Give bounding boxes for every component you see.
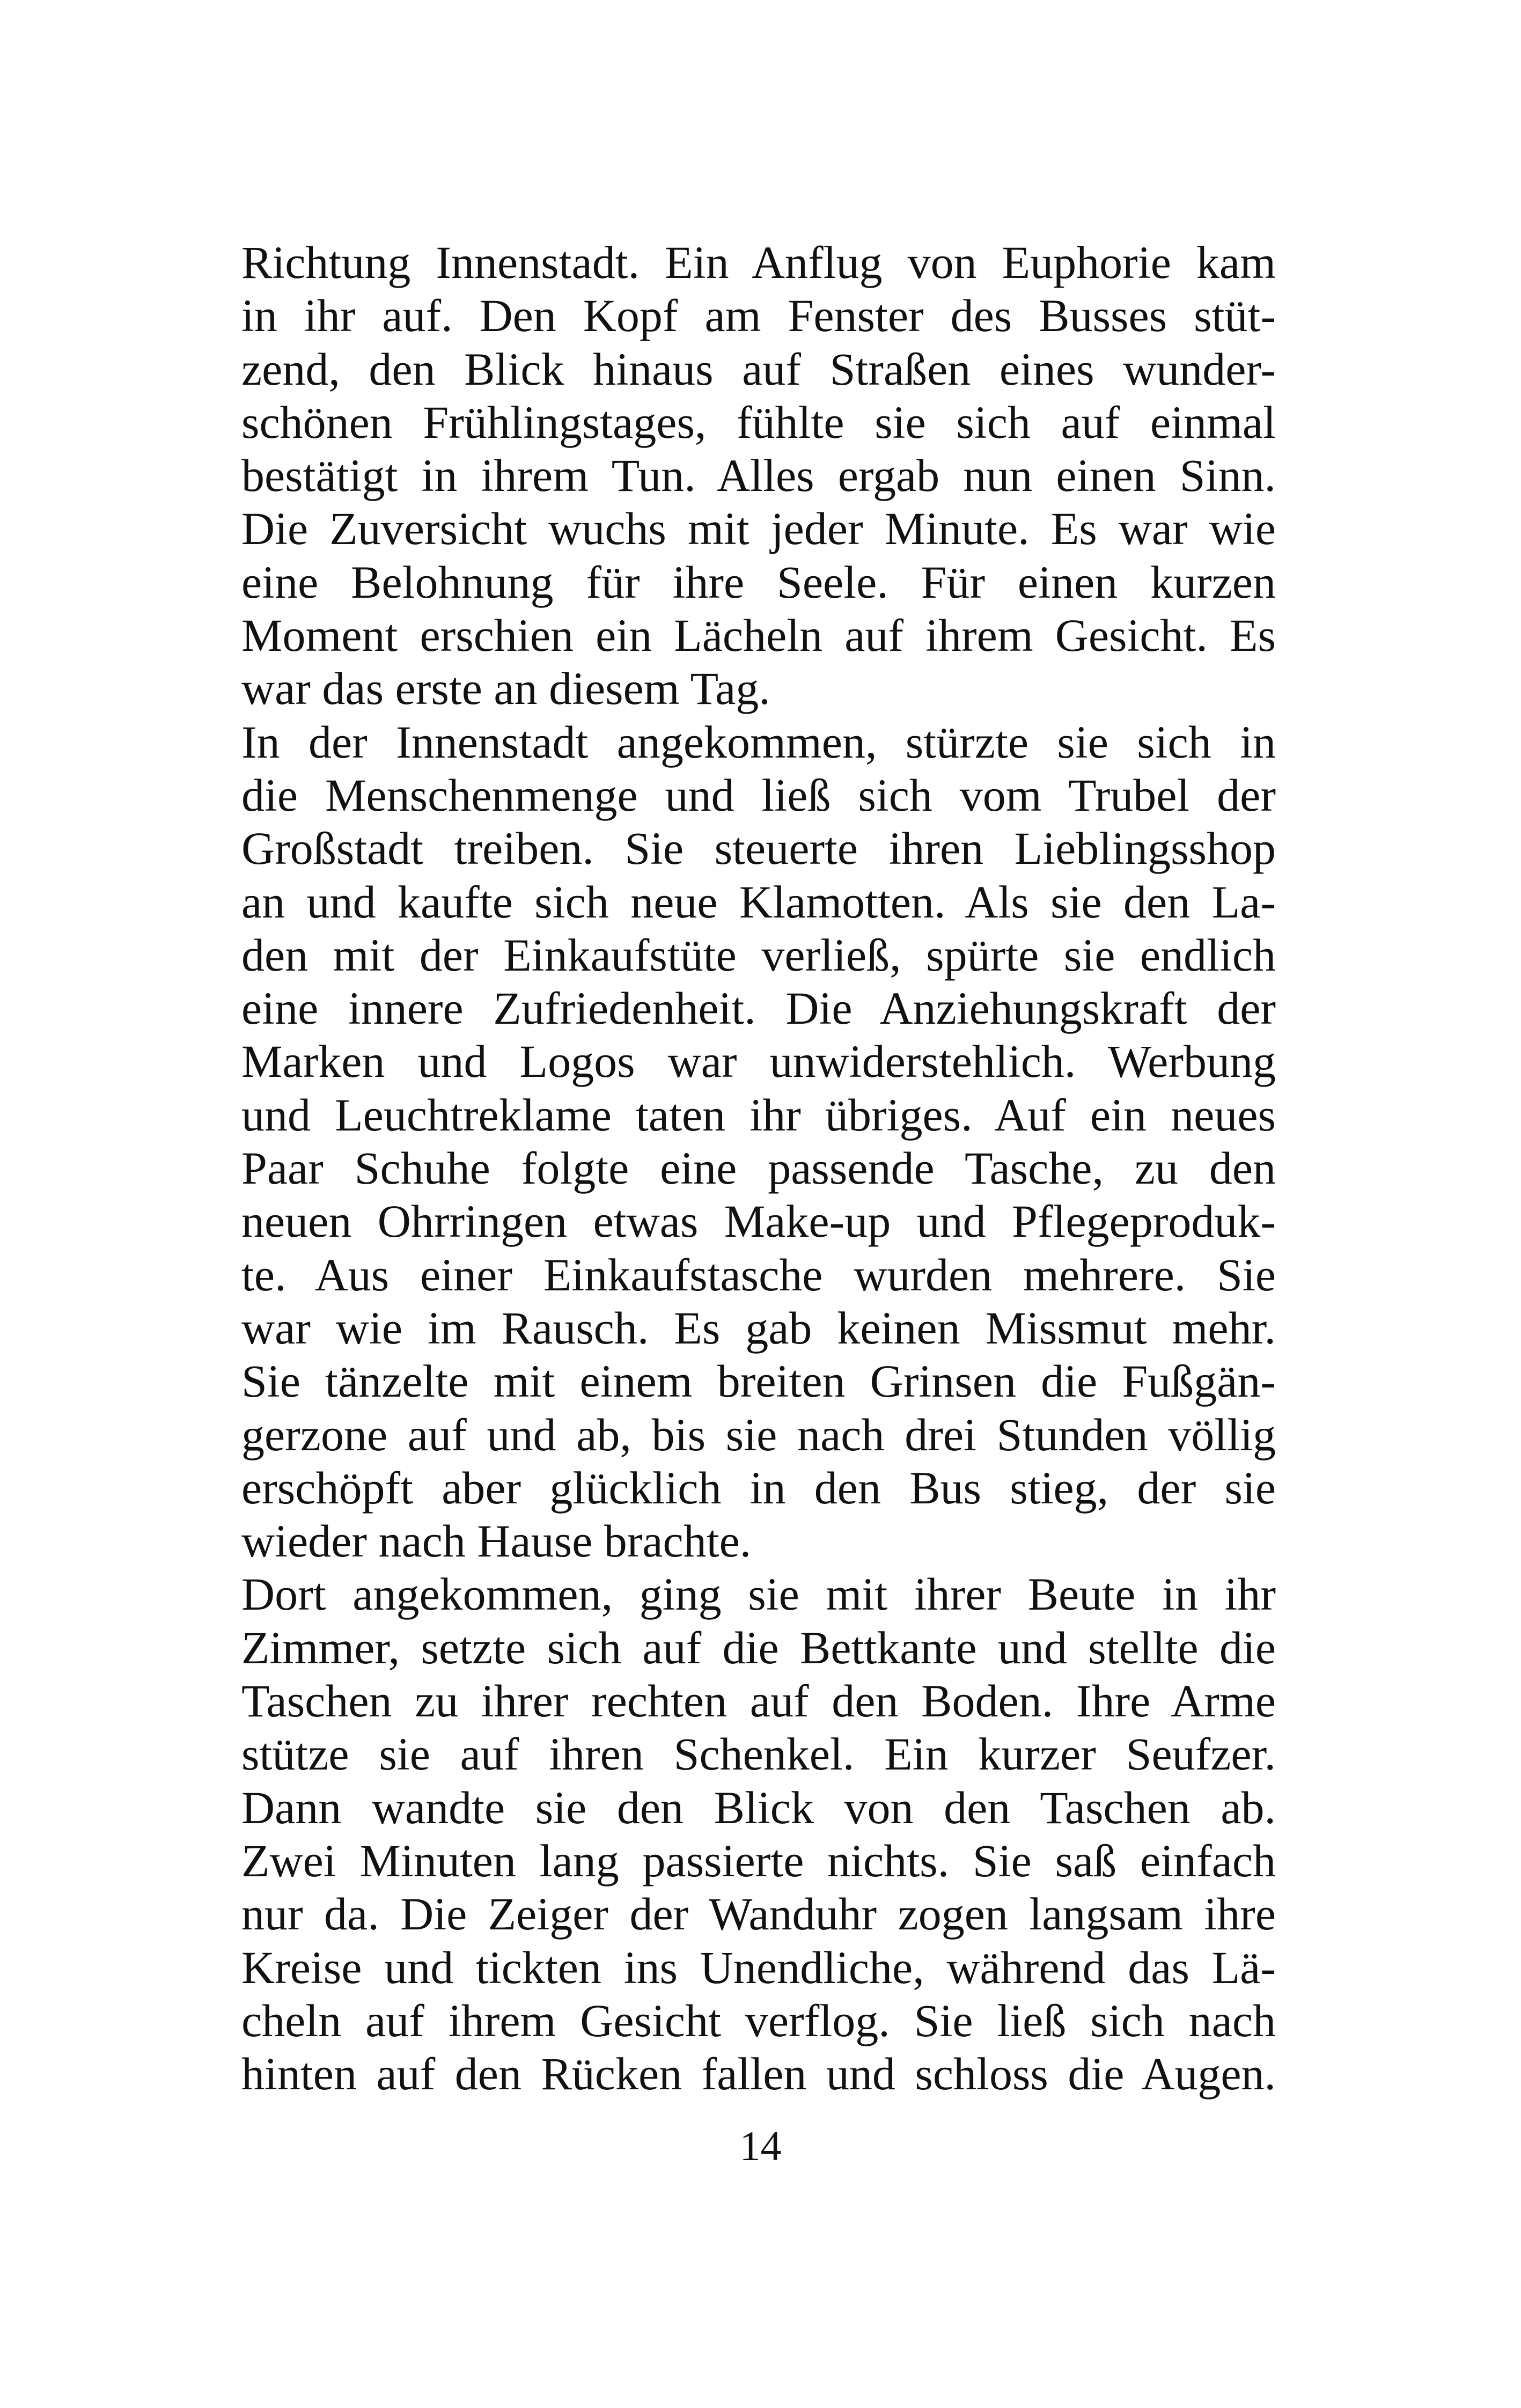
text-line: wieder nach Hause brachte. — [241, 1515, 752, 1567]
text-line: hinten auf den Rücken fallen und schloss die Augen. — [241, 2048, 1276, 2100]
text-line: Zimmer, setzte sich auf die Bettkante und stellte die — [241, 1621, 1276, 1673]
text-line: cheln auf ihrem Gesicht verflog. Sie ließ sich nach — [241, 1994, 1276, 2046]
text-line: schönen Frühlingstages, fühlte sie sich auf einmal — [241, 396, 1276, 448]
text-line: war wie im Rausch. Es gab keinen Missmut mehr. — [241, 1302, 1276, 1354]
text-line: In der Innenstadt angekommen, stürzte sie sich in — [241, 716, 1276, 768]
text-line: Großstadt treiben. Sie steuerte ihren Lieblingsshop — [241, 823, 1276, 875]
body-text — [241, 236, 1276, 2101]
text-line: Zwei Minuten lang passierte nichts. Sie saß einfach — [241, 1834, 1276, 1886]
text-line: die Menschenmenge und ließ sich vom Trubel der — [241, 769, 1276, 821]
text-line: Marken und Logos war unwiderstehlich. Werbung — [241, 1036, 1276, 1088]
text-line: den mit der Einkaufstüte verließ, spürte sie endlich — [241, 929, 1276, 981]
text-line: erschöpft aber glücklich in den Bus stieg, der sie — [241, 1462, 1276, 1514]
text-line: Die Zuversicht wuchs mit jeder Minute. Es war wie — [241, 503, 1276, 555]
text-line: Dann wandte sie den Blick von den Taschen ab. — [241, 1781, 1276, 1833]
page-number: 14 — [739, 2123, 782, 2169]
text-line: neuen Ohrringen etwas Make-up und Pflegeproduk- — [241, 1195, 1276, 1247]
text-line: in ihr auf. Den Kopf am Fenster des Busses stüt- — [241, 290, 1276, 342]
text-line: Moment erschien ein Lächeln auf ihrem Gesicht. Es — [241, 610, 1276, 662]
text-line: Dort angekommen, ging sie mit ihrer Beute in ihr — [241, 1568, 1276, 1620]
text-line: eine innere Zufriedenheit. Die Anziehungskraft der — [241, 982, 1276, 1034]
text-line: eine Belohnung für ihre Seele. Für einen kurzen — [241, 556, 1276, 608]
text-line: war das erste an diesem Tag. — [241, 663, 770, 715]
text-line: Paar Schuhe folgte eine passende Tasche, zu den — [241, 1142, 1276, 1194]
text-line: Richtung Innenstadt. Ein Anflug von Euphorie kam — [241, 237, 1276, 288]
text-line: Taschen zu ihrer rechten auf den Boden. Ihre Arme — [241, 1675, 1276, 1727]
text-line: zend, den Blick hinaus auf Straßen eines wunder- — [241, 343, 1276, 395]
text-line: te. Aus einer Einkaufstasche wurden mehrere. Sie — [241, 1249, 1276, 1301]
text-line: stütze sie auf ihren Schenkel. Ein kurzer Seufzer. — [241, 1728, 1276, 1780]
text-line: Kreise und tickten ins Unendliche, während das Lä- — [241, 1941, 1276, 1993]
text-line: Sie tänzelte mit einem breiten Grinsen die Fußgän- — [241, 1355, 1276, 1407]
text-line: an und kaufte sich neue Klamotten. Als sie den La- — [241, 876, 1276, 928]
text-line: bestätigt in ihrem Tun. Alles ergab nun einen Sinn. — [241, 450, 1276, 502]
text-line: nur da. Die Zeiger der Wanduhr zogen langsam ihre — [241, 1888, 1276, 1940]
text-line: und Leuchtreklame taten ihr übriges. Auf ein neues — [241, 1089, 1276, 1141]
text-line: gerzone auf und ab, bis sie nach drei Stunden völlig — [241, 1408, 1276, 1460]
